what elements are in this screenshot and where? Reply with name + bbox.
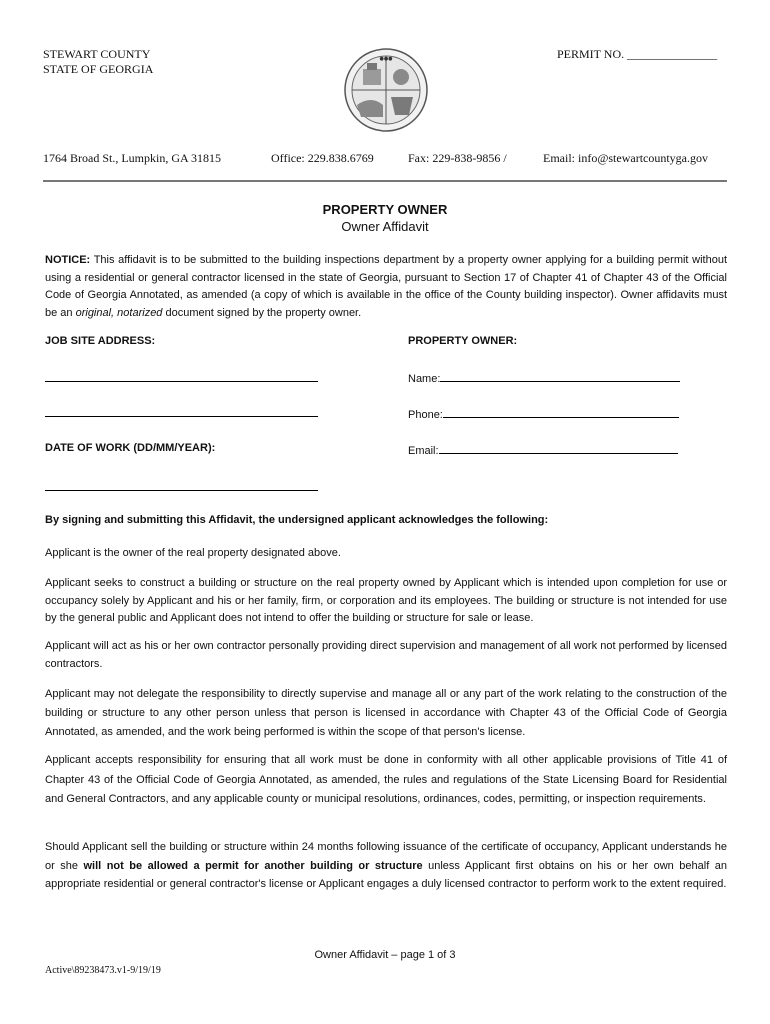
owner-name-field[interactable] xyxy=(408,370,680,385)
notice-label: NOTICE: xyxy=(45,254,91,266)
sale-text-bold: will not be allowed a permit for another building or structure xyxy=(83,859,423,872)
phone-input-line[interactable] xyxy=(443,406,679,418)
office-phone: Office: 229.838.6769 xyxy=(271,151,374,165)
date-of-work-label: DATE OF WORK (DD/MM/YEAR): xyxy=(45,442,216,454)
date-of-work-line[interactable] xyxy=(45,490,318,491)
name-label: Name: xyxy=(408,373,441,385)
document-title: PROPERTY OWNER xyxy=(322,202,448,217)
permit-number: PERMIT NO. _______________ xyxy=(557,47,718,61)
job-site-address-line-2[interactable] xyxy=(45,416,318,417)
sale-text-a: Should Applicant sell the building or structure within 24 months following issuance of the certificate of occupancy, Applicant understands he or she xyxy=(45,841,727,872)
county-seal-icon xyxy=(343,47,429,133)
document-subtitle: Owner Affidavit xyxy=(341,219,429,234)
acknowledgement-heading: By signing and submitting this Affidavit, the undersigned applicant acknowledges the following: xyxy=(45,514,549,526)
paragraph-delegation: Applicant may not delegate the responsibility to directly supervise and manage all or any part of the work relating to the construction of the building or structure to any other person unless that person is licensed in accordance with Chapter 43 of the Official Code of Georgia Annotated, as amended, and the work being performed is within the scope of that person's license. xyxy=(45,688,727,738)
email-label: Email: xyxy=(408,445,439,457)
state-name: STATE OF GEORGIA xyxy=(43,62,154,76)
notice-text-1: This affidavit is to be submitted to the building inspections department by a property owner applying for a building permit without using a residential or general contractor licensed in the state of Georgia, pursuant to Section 17 of Chapter 41 of Chapter 43 of the Official Code of Georgia Annotated, as amended (a copy of which is available in the office of the County building inspector). Owner affidavits must be an xyxy=(45,254,727,319)
page-footer: Owner Affidavit – page 1 of 3 xyxy=(314,949,456,961)
paragraph-sale-restriction xyxy=(45,838,727,894)
email-input-line[interactable] xyxy=(439,442,678,454)
county-name: STEWART COUNTY xyxy=(43,47,151,61)
paragraph-ownership: Applicant is the owner of the real property designated above. xyxy=(45,547,341,559)
paragraph-construction: Applicant seeks to construct a building or structure on the real property owned by Applicant which is intended upon completion for use or occupancy solely by Applicant and his or her family, firm, or corporation and its employees. The building or structure is not intended for use by the general public and Applicant does not intend to offer the building or structure for sale or lease. xyxy=(45,577,727,624)
owner-phone-field[interactable] xyxy=(408,406,679,421)
fax-number: Fax: 229-838-9856 / xyxy=(408,151,507,165)
job-site-address-line-1[interactable] xyxy=(45,381,318,382)
contact-email[interactable]: Email: info@stewartcountyga.gov xyxy=(543,151,709,165)
notice-paragraph xyxy=(45,252,727,322)
sale-text-b: unless Applicant first obtains on his or her own behalf an appropriate residential or general contractor's license or Applicant engages a duly licensed contractor to perform work to the extent required. xyxy=(45,859,727,890)
paragraph-responsibility: Applicant accepts responsibility for ensuring that all work must be done in conformity with all other applicable provisions of Title 41 of Chapter 43 of the Official Code of Georgia Annotated, as amended, the rules and regulations of the State Licensing Board for Residential and General Contractors, and any applicable county or municipal resolutions, ordinances, codes, permitting, or inspection requirements. xyxy=(45,754,727,805)
svg-text:●●●: ●●● xyxy=(379,56,393,62)
name-input-line[interactable] xyxy=(440,370,680,382)
owner-email-field[interactable] xyxy=(408,442,678,457)
notice-emphasis: original, notarized xyxy=(75,306,163,319)
document-id: Active\89238473.v1-9/19/19 xyxy=(45,965,161,976)
phone-label: Phone: xyxy=(408,409,443,421)
office-address: 1764 Broad St., Lumpkin, GA 31815 xyxy=(43,151,222,165)
job-site-label: JOB SITE ADDRESS: xyxy=(45,335,156,347)
notice-text-2: document signed by the property owner. xyxy=(162,306,362,319)
paragraph-own-contractor: Applicant will act as his or her own contractor personally providing direct supervision and management of all work not performed by licensed contractors. xyxy=(45,640,727,670)
property-owner-label: PROPERTY OWNER: xyxy=(408,335,518,347)
header-divider xyxy=(43,180,727,182)
